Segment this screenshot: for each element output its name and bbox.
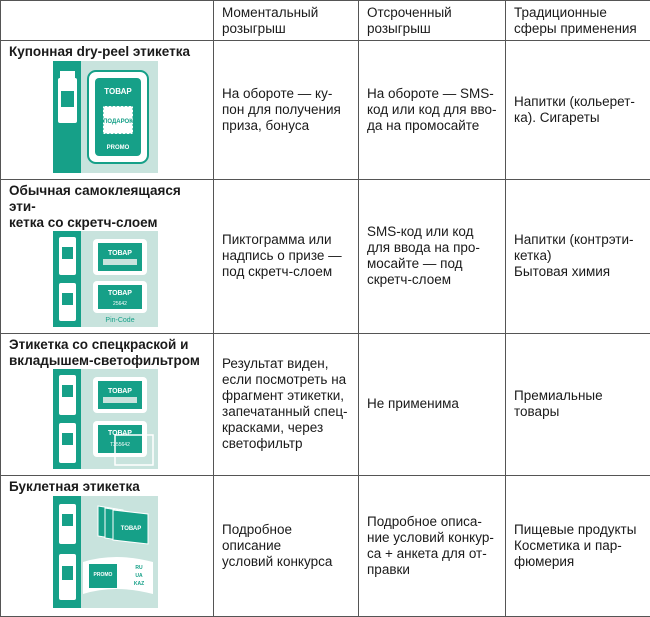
svg-text:RU: RU	[135, 565, 143, 571]
row-title: Обычная самоклеящаяся эти- кетка со скретч-слоем	[1, 179, 214, 231]
delayed-cell: Подробное описа- ние условий конкур- са + анкета для от- правки	[359, 476, 506, 617]
svg-text:UA: UA	[135, 573, 143, 579]
row-title: Этикетка со спецкраской и вкладышем-светофильтром	[1, 333, 214, 369]
table-row	[1, 476, 650, 496]
bottle-label-icon	[53, 496, 158, 608]
filter-label-illustration	[53, 369, 158, 469]
svg-text:ТОВАР: ТОВАР	[108, 388, 132, 395]
instant-cell: Подробное описание условий конкурса	[214, 476, 359, 617]
label-illustration-cell	[1, 496, 214, 617]
spheres-cell: Напитки (кольерет- ка). Сигареты	[506, 41, 650, 180]
bottle-label-icon	[53, 61, 158, 173]
delayed-cell: На обороте — SMS- код или код для вво- да на промосайте	[359, 41, 506, 180]
bottle-label-icon	[53, 369, 158, 469]
table-row	[1, 333, 650, 369]
header-delayed: Отсроченный розыгрыш	[359, 1, 506, 41]
svg-text:ТОВАР: ТОВАР	[121, 526, 142, 532]
coupon-label-illustration	[53, 61, 158, 173]
instant-cell: На обороте — ку- пон для получения приза, бонуса	[214, 41, 359, 180]
instant-cell: Пиктограмма или надпись о призе — под скретч-слоем	[214, 179, 359, 333]
spheres-cell: Премиальные товары	[506, 333, 650, 476]
header-empty	[1, 1, 214, 41]
spheres-cell: Пищевые продукты Косметика и пар- фюмерия	[506, 476, 650, 617]
row-title: Буклетная этикетка	[1, 476, 214, 496]
label-illustration-cell	[1, 369, 214, 476]
header-instant: Моментальный розыгрыш	[214, 1, 359, 41]
svg-text:KAZ: KAZ	[134, 581, 144, 587]
svg-text:ТОВАР: ТОВАР	[104, 87, 132, 96]
booklet-label-illustration	[53, 496, 158, 608]
svg-text:ПОДАРОК: ПОДАРОК	[103, 119, 133, 125]
svg-text:ТОВАР: ТОВАР	[108, 430, 132, 437]
svg-text:Pin-Code: Pin-Code	[105, 317, 134, 324]
row-title: Купонная dry-peel этикетка	[1, 41, 214, 61]
scratch-label-illustration	[53, 231, 158, 327]
header-row	[1, 1, 650, 41]
spheres-cell: Напитки (контрэти- кетка) Бытовая химия	[506, 179, 650, 333]
bottle-label-icon	[53, 231, 158, 327]
label-illustration-cell	[1, 61, 214, 180]
delayed-cell: Не применима	[359, 333, 506, 476]
header-spheres: Традиционные сферы применения	[506, 1, 650, 41]
instant-cell: Результат виден, если посмотреть на фрагмент этикетки, запечатанный спец- красками, через светофильтр	[214, 333, 359, 476]
label-illustration-cell	[1, 231, 214, 334]
delayed-cell: SMS-код или код для ввода на про- мосайте — под скретч-слоем	[359, 179, 506, 333]
svg-text:PROMO: PROMO	[107, 145, 130, 151]
svg-text:PROMO: PROMO	[94, 572, 113, 578]
svg-text:25642: 25642	[113, 301, 127, 307]
svg-text:ТОВАР: ТОВАР	[108, 290, 132, 297]
svg-text:Т355642: Т355642	[110, 442, 130, 448]
table-row	[1, 41, 650, 61]
table-row	[1, 179, 650, 231]
svg-text:ТОВАР: ТОВАР	[108, 250, 132, 257]
